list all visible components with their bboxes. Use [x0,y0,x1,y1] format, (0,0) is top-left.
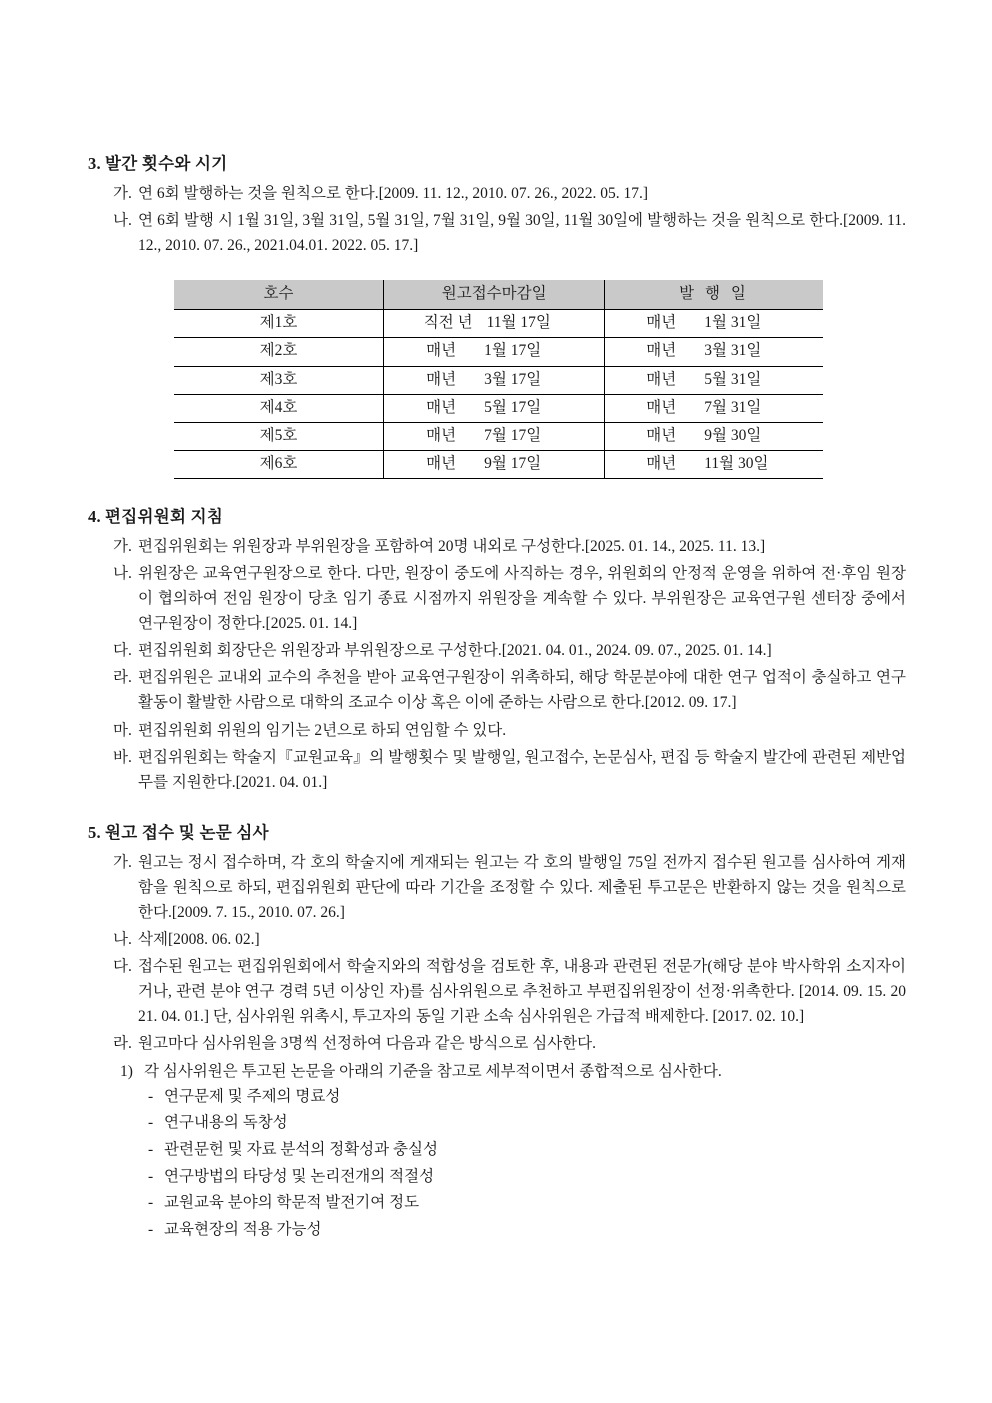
dash-marker: - [148,1167,154,1185]
cell-publish [605,394,823,422]
cell-deadline-label: 매년 [426,370,457,388]
cell-deadline-date: 7월 17일 [484,426,542,444]
table-row [174,450,823,478]
item-marker: 가. [113,537,132,555]
cell-deadline [383,310,605,338]
section-5-item-ra [113,1031,906,1056]
section-4-item-ma [113,718,906,743]
section-4-item-ba [113,745,906,795]
subitem-marker: 1) [120,1062,133,1080]
section-3-heading [88,152,906,177]
table-row [174,394,823,422]
publication-schedule-table-wrapper [174,280,823,479]
cell-publish-date: 5월 31일 [704,370,762,388]
cell-publish-label: 매년 [646,398,677,416]
item-marker: 가. [113,184,132,202]
cell-publish-date: 11월 30일 [704,454,769,472]
cell-publish-date: 1월 31일 [704,314,762,332]
item-text: 연 6회 발행하는 것을 원칙으로 한다.[2009. 11. 12., 2010. 07. 26., 2022. 05. 17.] [138,184,648,202]
cell-issue: 제6호 [174,450,383,478]
criteria-text: 교육현장의 적용 가능성 [164,1220,322,1238]
cell-issue: 제2호 [174,338,383,366]
cell-deadline-date: 3월 17일 [484,370,542,388]
table-header-row [174,280,823,310]
item-text: 접수된 원고는 편집위원회에서 학술지와의 적합성을 검토한 후, 내용과 관련된 전문가(해당 분야 박사학위 소지자이거나, 관련 분야 연구 경력 5년 이상인 자)를 심사위원으로 추천하고 부편집위원장이 선정·위촉한다. [2014. 09. 15. 2021. 04. 01.] 단, 심사위원 위촉시, 투고자의 동일 기관 소속 심사위원은 가급적 배제한다. [2017. 02. 10.] [138,958,906,1026]
table-row [174,366,823,394]
cell-deadline-label: 매년 [426,398,457,416]
item-text: 편집위원은 교내외 교수의 추천을 받아 교육연구원장이 위촉하되, 해당 학문분야에 대한 연구 업적이 충실하고 연구 활동이 활발한 사람으로 대학의 조교수 이상 혹은 이에 준하는 사람으로 한다.[2012. 09. 17.] [138,669,906,712]
cell-deadline-label: 직전 년 [423,314,473,332]
section-3-number: 3. [88,154,101,173]
item-marker: 라. [113,1035,132,1053]
dash-marker: - [148,1194,154,1212]
cell-deadline [383,366,605,394]
cell-deadline-label: 매년 [426,454,457,472]
item-text: 편집위원회는 위원장과 부위원장을 포함하여 20명 내외로 구성한다.[2025. 01. 14., 2025. 11. 13.] [138,537,766,555]
item-marker: 바. [113,748,132,766]
section-3-item-ga [113,181,906,206]
cell-deadline [383,450,605,478]
item-text: 원고마다 심사위원을 3명씩 선정하여 다음과 같은 방식으로 심사한다. [138,1035,596,1053]
item-text: 원고는 정시 접수하며, 각 호의 학술지에 게재되는 원고는 각 호의 발행일 75일 전까지 접수된 원고를 심사하여 게재함을 원칙으로 하되, 편집위원회 판단에 따라 기간을 조정할 수 있다. 제출된 투고문은 반환하지 않는 것을 원칙으로 한다.[2009. 7. 15., 2010. 07. 26.] [138,853,906,921]
cell-deadline-label: 매년 [426,342,457,360]
criteria-item [148,1164,906,1191]
cell-publish [605,366,823,394]
cell-deadline-date: 11월 17일 [486,314,551,332]
item-marker: 라. [113,669,132,687]
section-3 [88,152,906,479]
item-marker: 나. [113,564,132,582]
table-row [174,422,823,450]
cell-deadline [383,338,605,366]
section-4-item-ga [113,534,906,559]
section-3-item-na [113,208,906,258]
cell-publish-date: 9월 30일 [704,426,762,444]
criteria-text: 관련문헌 및 자료 분석의 정확성과 충실성 [164,1140,438,1158]
table-row [174,310,823,338]
section-5-subitem-1 [120,1059,906,1084]
column-header-deadline: 원고접수마감일 [383,280,605,310]
section-5-item-da [113,954,906,1029]
section-5-heading [88,821,906,846]
item-marker: 다. [113,958,132,976]
cell-publish-date: 3월 31일 [704,342,762,360]
dash-marker: - [148,1140,154,1158]
section-5-item-na [113,927,906,952]
cell-issue: 제5호 [174,422,383,450]
item-text: 위원장은 교육연구원장으로 한다. 다만, 원장이 중도에 사직하는 경우, 위원회의 안정적 운영을 위하여 전·후임 원장이 협의하여 전임 원장이 당초 임기 종료 시점까지 위원장을 계속할 수 있다. 부위원장은 교육연구원 센터장 중에서 연구원장이 정한다.[2025. 01. 14.] [138,564,906,633]
item-marker: 마. [113,721,132,739]
column-header-publish-date: 발 행 일 [605,280,823,310]
dash-marker: - [148,1220,154,1238]
cell-publish [605,338,823,366]
item-marker: 나. [113,930,132,948]
cell-deadline-date: 5월 17일 [484,398,542,416]
section-3-title: 발간 횟수와 시기 [105,154,228,173]
criteria-item [148,1190,906,1217]
dash-marker: - [148,1087,154,1105]
criteria-item [148,1217,906,1244]
cell-publish-label: 매년 [646,454,677,472]
table-body [174,310,823,479]
criteria-text: 교원교육 분야의 학문적 발전기여 정도 [164,1194,420,1212]
item-text: 연 6회 발행 시 1월 31일, 3월 31일, 5월 31일, 7월 31일, 9월 30일, 11월 30일에 발행하는 것을 원칙으로 한다.[2009. 11. 12., 2010. 07. 26., 2021.04.01. 2022. 05. 17.] [138,211,906,254]
cell-publish-label: 매년 [646,342,677,360]
section-4-item-na [113,561,906,636]
item-text: 삭제[2008. 06. 02.] [138,930,260,948]
cell-issue: 제4호 [174,394,383,422]
table-row [174,338,823,366]
section-4-number: 4. [88,507,101,527]
column-header-issue: 호수 [174,280,383,310]
criteria-item [148,1084,906,1111]
criteria-text: 연구방법의 타당성 및 논리전개의 적절성 [164,1167,435,1185]
criteria-text: 연구문제 및 주제의 명료성 [164,1087,341,1105]
cell-publish [605,422,823,450]
item-marker: 나. [113,211,132,229]
item-marker: 다. [113,642,132,660]
cell-publish [605,450,823,478]
cell-publish-label: 매년 [646,370,677,388]
criteria-text: 연구내용의 독창성 [164,1114,288,1132]
section-5-number: 5. [88,822,101,842]
cell-publish-label: 매년 [646,426,677,444]
section-5-item-ga [113,850,906,925]
cell-deadline [383,422,605,450]
criteria-item [148,1137,906,1164]
cell-deadline-label: 매년 [426,426,457,444]
cell-deadline-date: 1월 17일 [484,342,542,360]
document-body [88,152,906,1244]
dash-marker: - [148,1114,154,1132]
cell-issue: 제3호 [174,366,383,394]
section-4 [88,505,906,795]
section-4-item-da [113,638,906,663]
table-header [174,280,823,310]
criteria-item [148,1110,906,1137]
cell-publish-label: 매년 [646,314,677,332]
item-text: 편집위원회는 학술지『교원교육』의 발행횟수 및 발행일, 원고접수, 논문심사, 편집 등 학술지 발간에 관련된 제반업무를 지원한다.[2021. 04. 01.] [138,748,906,791]
item-text: 편집위원회 위원의 임기는 2년으로 하되 연임할 수 있다. [138,721,507,739]
section-5-title: 원고 접수 및 논문 심사 [105,822,269,842]
section-4-heading [88,505,906,530]
section-4-title: 편집위원회 지침 [105,507,224,527]
item-marker: 가. [113,853,132,871]
section-5 [88,821,906,1244]
cell-publish-date: 7월 31일 [704,398,762,416]
cell-deadline-date: 9월 17일 [484,454,542,472]
cell-publish [605,310,823,338]
item-text: 편집위원회 회장단은 위원장과 부위원장으로 구성한다.[2021. 04. 01., 2024. 09. 07., 2025. 01. 14.] [138,642,772,660]
cell-deadline [383,394,605,422]
section-4-item-ra [113,665,906,715]
publication-schedule-table [174,280,823,479]
subitem-text: 각 심사위원은 투고된 논문을 아래의 기준을 참고로 세부적이면서 종합적으로 심사한다. [144,1062,722,1080]
cell-issue: 제1호 [174,310,383,338]
